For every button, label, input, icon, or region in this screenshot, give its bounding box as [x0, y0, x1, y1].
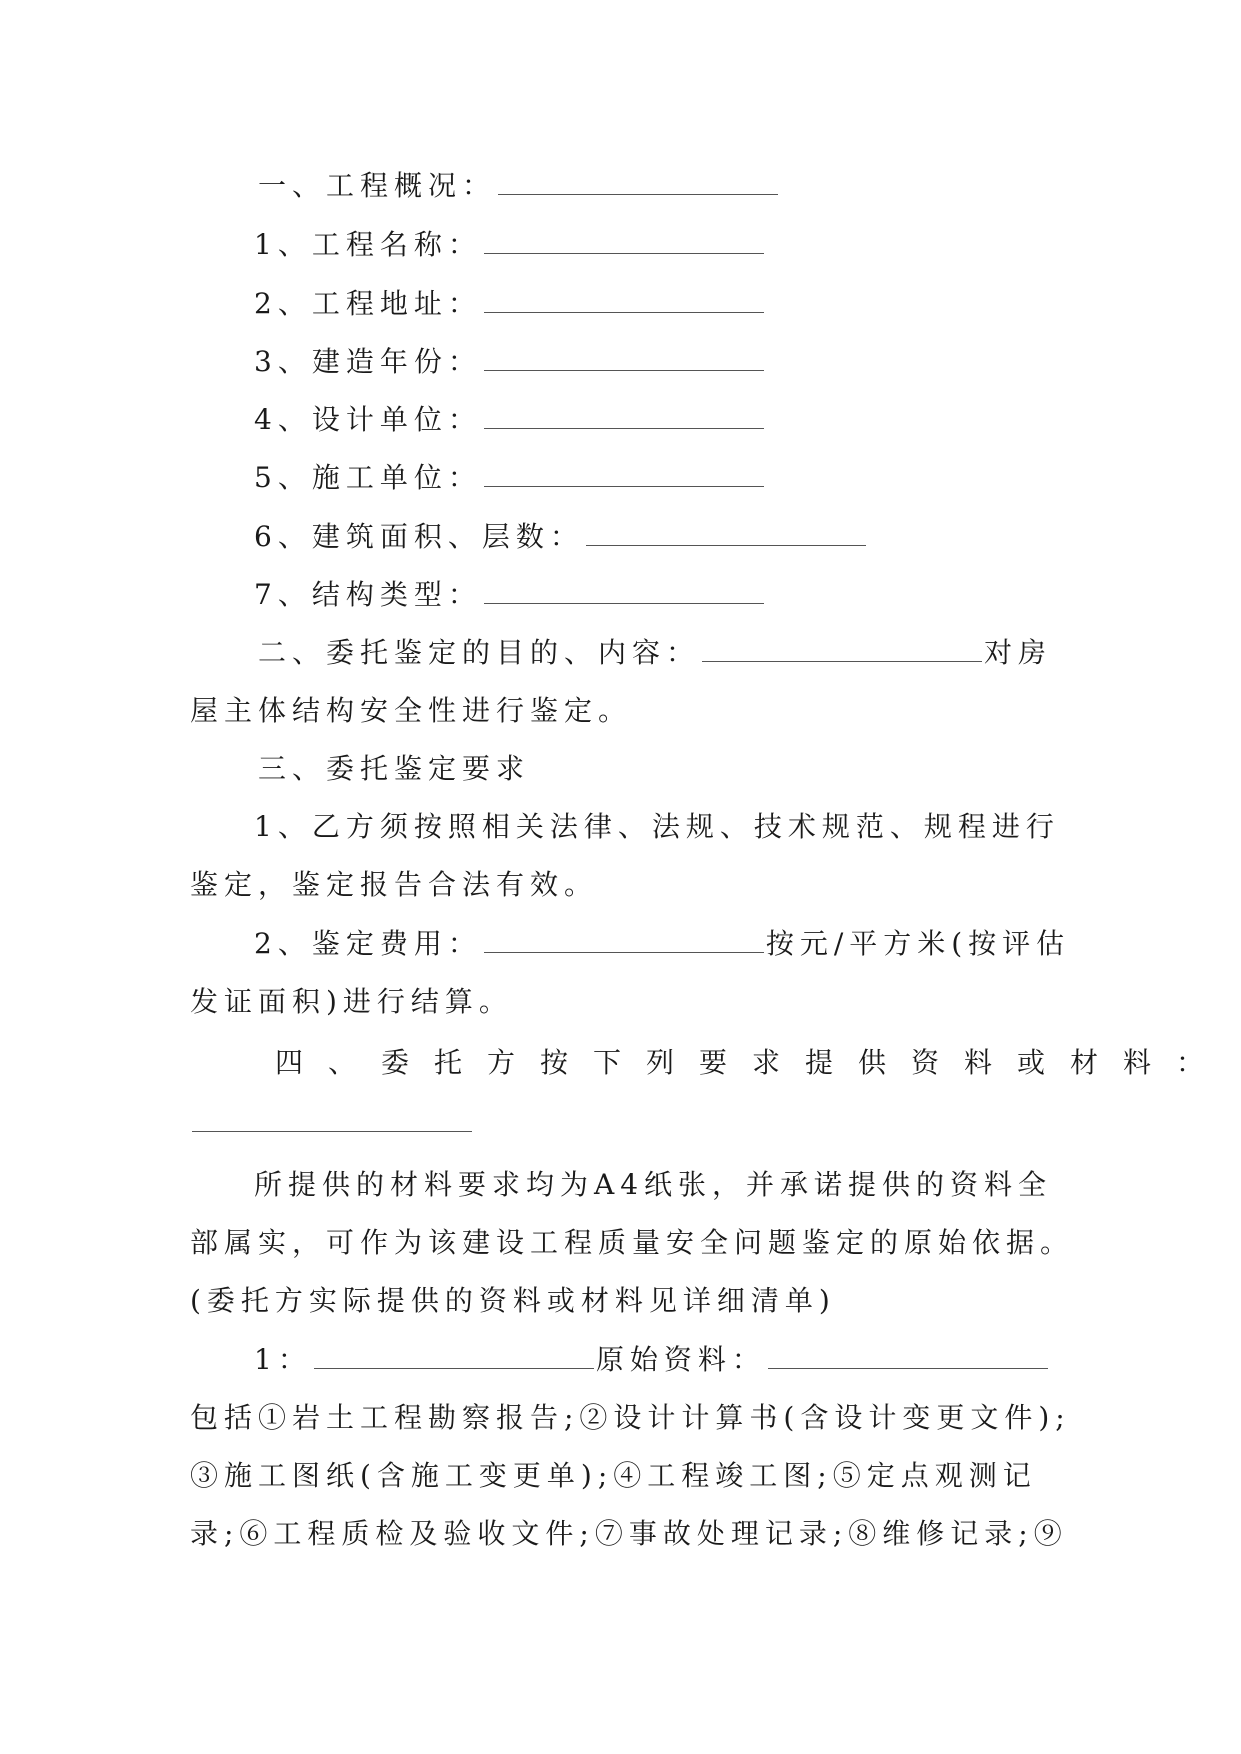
structure-type-blank[interactable]	[484, 581, 764, 604]
project-name-blank[interactable]	[484, 231, 764, 254]
fee-blank[interactable]	[484, 930, 764, 953]
build-year-row	[254, 342, 766, 382]
area-floors-blank[interactable]	[586, 523, 866, 546]
structure-type-row	[254, 575, 766, 615]
materials-blank[interactable]	[192, 1109, 472, 1132]
area-floors-row	[254, 517, 868, 557]
design-unit-row	[254, 400, 766, 440]
build-year-blank[interactable]	[484, 348, 764, 371]
requirement-2-line-2: 发证面积)进行结算。	[190, 985, 513, 1018]
structure-type-label: 7、结构类型：	[254, 578, 482, 611]
materials-para-line-3: (委托方实际提供的资料或材料见详细清单)	[190, 1284, 836, 1317]
design-unit-label: 4、设计单位：	[254, 403, 482, 436]
project-name-row	[254, 225, 766, 265]
project-address-blank[interactable]	[484, 290, 764, 313]
project-address-label: 2、工程地址：	[254, 287, 482, 320]
materials-para-line-2: 部属实，可作为该建设工程质量安全问题鉴定的原始依据。	[190, 1226, 1075, 1259]
list-1-blank-a[interactable]	[314, 1346, 594, 1369]
overview-label: 一、工程概况：	[258, 169, 497, 202]
requirements-heading: 三、委托鉴定要求	[258, 752, 531, 785]
list-1-line-4: 录;⑥工程质检及验收文件;⑦事故处理记录;⑧维修记录;⑨	[190, 1517, 1068, 1550]
requirement-1-line-2: 鉴定，鉴定报告合法有效。	[190, 868, 599, 901]
list-1-blank-b[interactable]	[768, 1346, 1048, 1369]
requirement-1-line-1: 1、乙方须按照相关法律、法规、技术规范、规程进行	[254, 810, 1060, 843]
overview-blank[interactable]	[498, 172, 778, 195]
construction-unit-row	[254, 458, 766, 498]
fee-label: 2、鉴定费用：	[254, 927, 482, 960]
fee-suffix: 按元/平方米(按评估	[765, 927, 1071, 960]
project-name-label: 1、工程名称：	[254, 228, 482, 261]
purpose-label: 二、委托鉴定的目的、内容：	[258, 636, 701, 669]
construction-unit-label: 5、施工单位：	[254, 461, 482, 494]
list-1-number: 1：	[254, 1343, 312, 1376]
list-1-line-3: ③施工图纸(含施工变更单);④工程竣工图;⑤定点观测记	[190, 1459, 1037, 1492]
purpose-blank[interactable]	[702, 639, 982, 662]
requirement-2-line-1	[254, 924, 1070, 964]
area-floors-label: 6、建筑面积、层数：	[254, 520, 584, 553]
construction-unit-blank[interactable]	[484, 464, 764, 487]
materials-heading-blank-row	[190, 1103, 474, 1143]
list-1-middle: 原始资料：	[595, 1343, 766, 1376]
purpose-line-2: 屋主体结构安全性进行鉴定。	[190, 694, 633, 727]
materials-para-line-1: 所提供的材料要求均为A4纸张，并承诺提供的资料全	[254, 1168, 1053, 1201]
design-unit-blank[interactable]	[484, 406, 764, 429]
list-1-line-1	[254, 1340, 1050, 1380]
purpose-tail: 对房	[984, 636, 1053, 669]
purpose-heading	[258, 633, 1052, 673]
project-address-row	[254, 284, 766, 324]
list-1-line-2: 包括①岩土工程勘察报告;②设计计算书(含设计变更文件);	[190, 1401, 1071, 1434]
materials-heading: 四、委托方按下列要求提供资料或材料：	[275, 1046, 1230, 1079]
overview-heading	[258, 166, 780, 206]
build-year-label: 3、建造年份：	[254, 345, 482, 378]
